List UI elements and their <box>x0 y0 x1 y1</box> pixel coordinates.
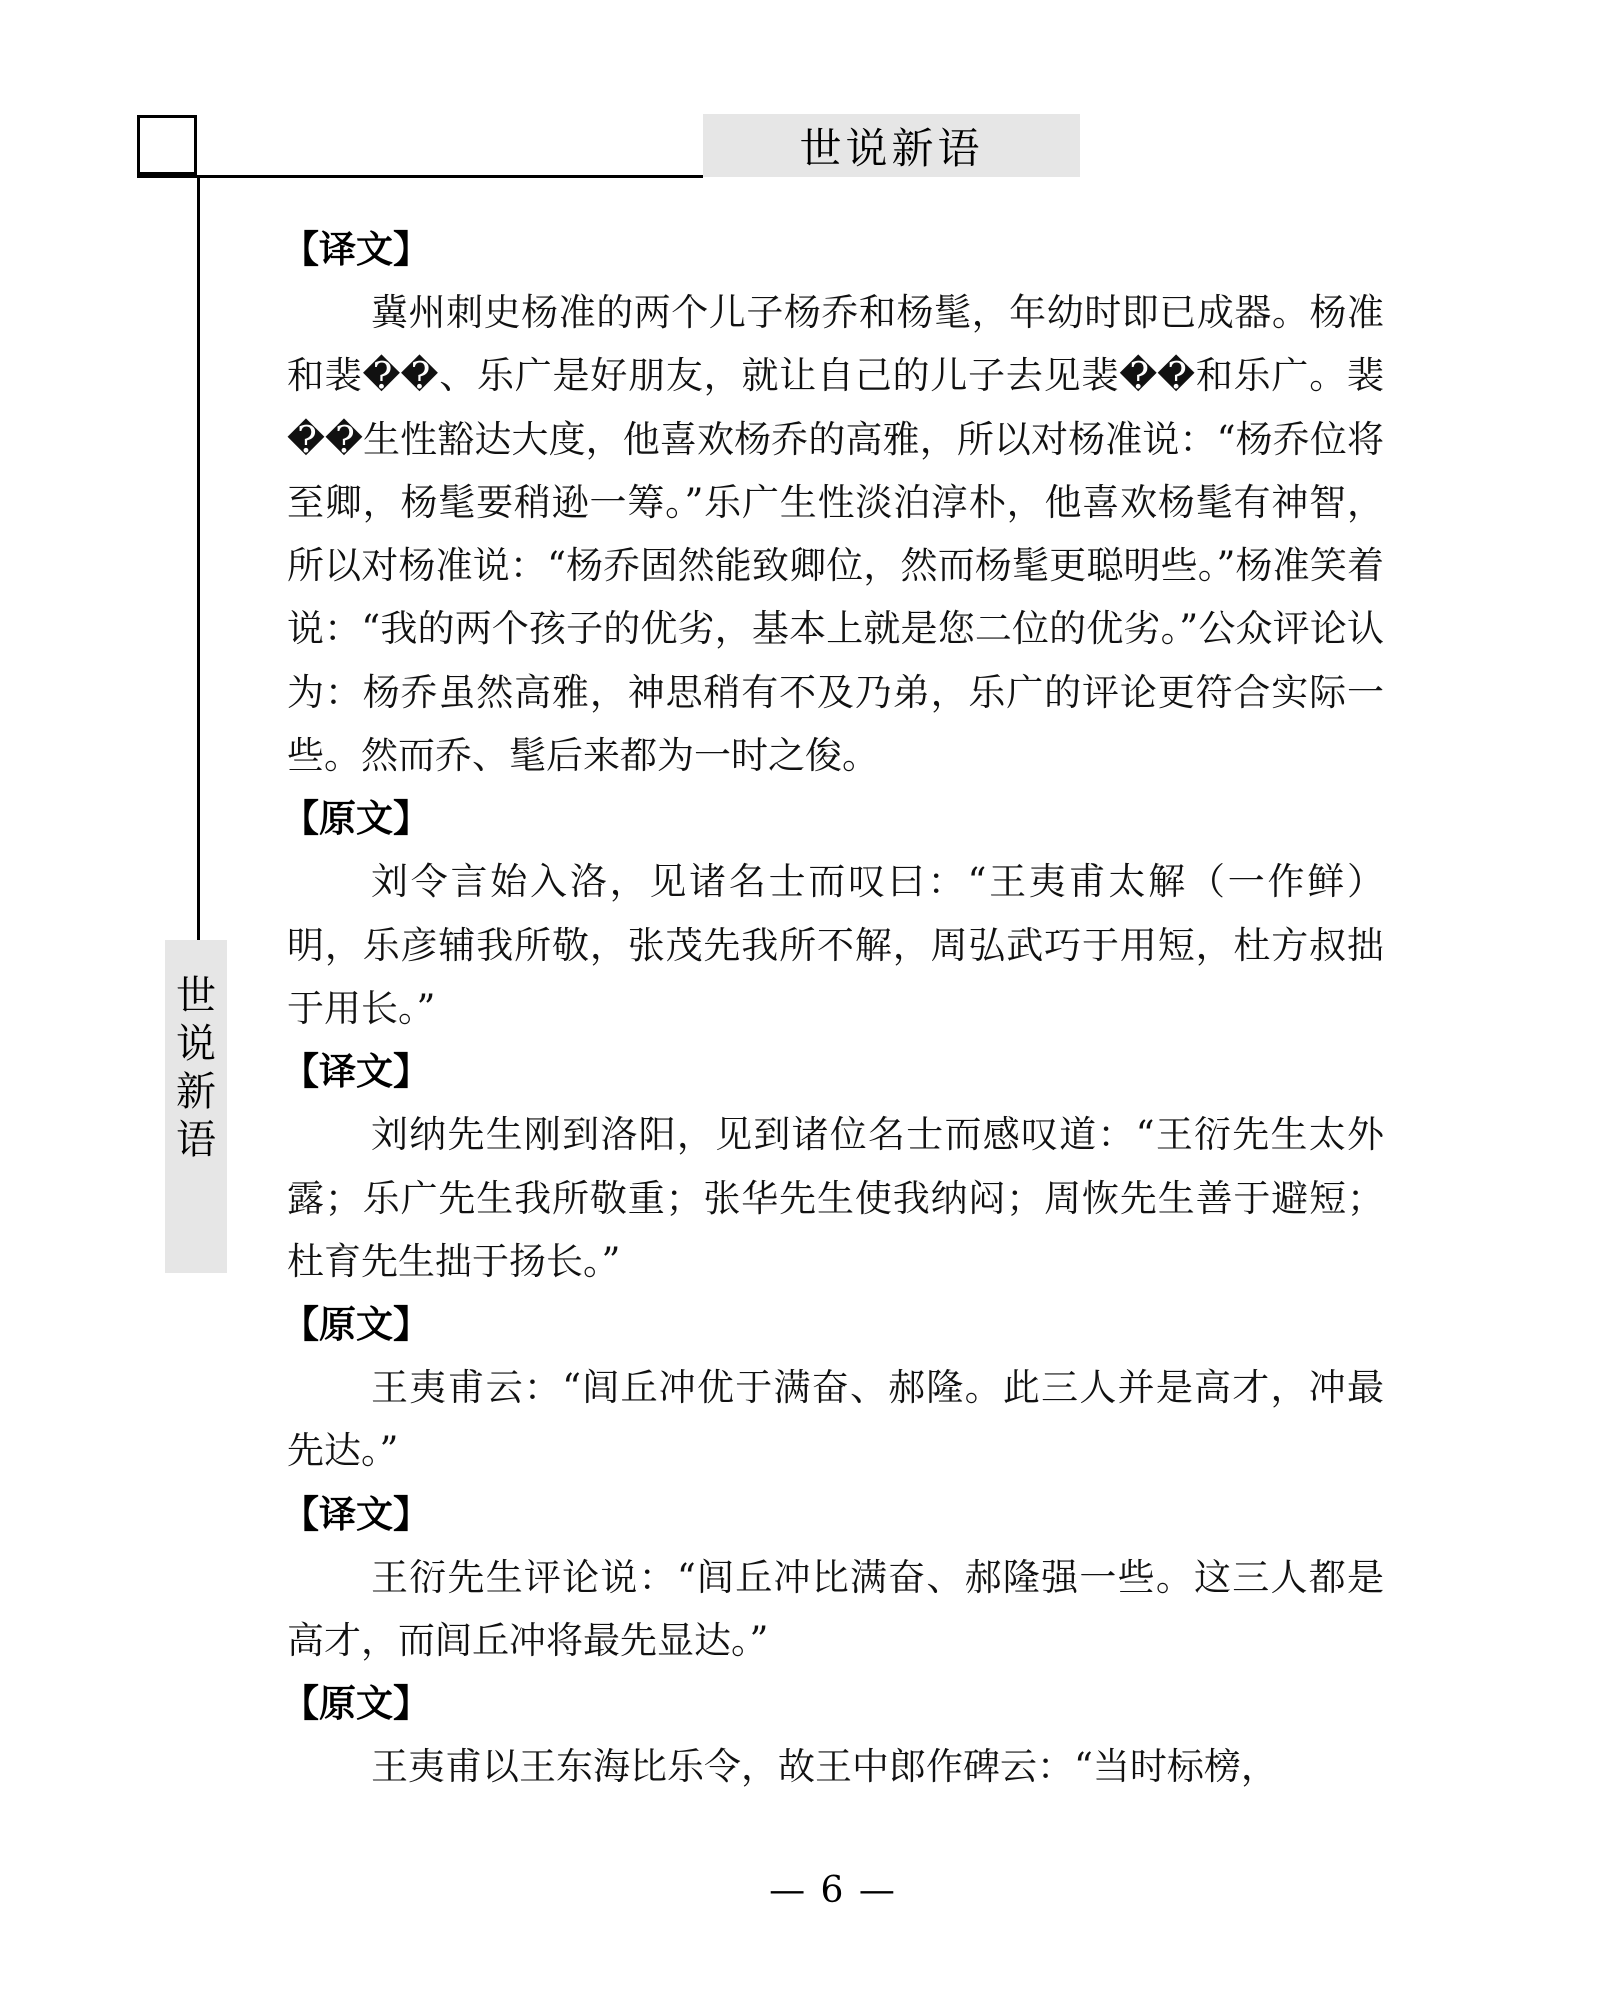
side-tab-char: 新 <box>176 1069 216 1115</box>
side-tab-char: 世 <box>176 973 216 1019</box>
paragraph-original: 王夷甫云：“闾丘冲优于满奋、郝隆。此三人并是高才，冲最先达。” <box>287 1366 1384 1473</box>
section-heading-original: 【原文】 <box>282 1682 430 1726</box>
side-tab <box>165 940 227 1273</box>
page-body <box>282 218 1384 1799</box>
corner-frame <box>137 115 197 175</box>
paragraph-translation: 刘纳先生刚到洛阳，见到诸位名士而感叹道：“王衍先生太外露；乐广先生我所敬重；张华先生使我纳闷；周恢先生善于避短；杜育先生拙于扬长。” <box>287 1113 1384 1283</box>
section-heading-original: 【原文】 <box>282 1303 430 1347</box>
side-tab-char: 语 <box>176 1117 216 1163</box>
section-heading-translation: 【译文】 <box>282 1050 430 1094</box>
section-heading-original: 【原文】 <box>282 797 430 841</box>
paragraph-translation: 王衍先生评论说：“闾丘冲比满奋、郝隆强一些。这三人都是高才，而闾丘冲将最先显达。” <box>287 1555 1384 1663</box>
running-header <box>703 114 1080 177</box>
margin-rule <box>197 175 200 940</box>
paragraph-original: 刘令言始入洛，见诸名士而叹曰：“王夷甫太解（一作鲜）明，乐彦辅我所敬，张茂先我所不解，周弘武巧于用短，杜方叔拙于用长。” <box>287 860 1384 1030</box>
header-rule <box>137 175 703 178</box>
page-number: — 6 — <box>769 1870 897 1911</box>
paragraph-original: 王夷甫以王东海比乐令，故王中郎作碑云：“当时标榜， <box>371 1745 1278 1789</box>
section-heading-translation: 【译文】 <box>282 228 430 271</box>
side-tab-char: 说 <box>176 1021 216 1067</box>
section-heading-translation: 【译文】 <box>282 1492 430 1536</box>
paragraph-translation: 冀州刺史杨准的两个儿子杨乔和杨髦，年幼时即已成器。杨准和裴��、乐广是好朋友，就让自己的儿子去见裴��和乐广。裴��生性豁达大度，他喜欢杨乔的高雅，所以对杨准说：“杨乔位将至卿，杨髦要稍逊一筹。”乐广生性淡泊淳朴，他喜欢杨髦有神智，所以对杨准说：“杨乔固然能致卿位，然而杨髦更聪明些。”杨准笑着说：“我的两个孩子的优劣，基本上就是您二位的优劣。”公众评论认为：杨乔虽然高雅，神思稍有不及乃弟，乐广的评论更符合实际一些。然而乔、髦后来都为一时之俊。 <box>287 291 1384 778</box>
running-header-title: 世说新语 <box>799 123 984 173</box>
